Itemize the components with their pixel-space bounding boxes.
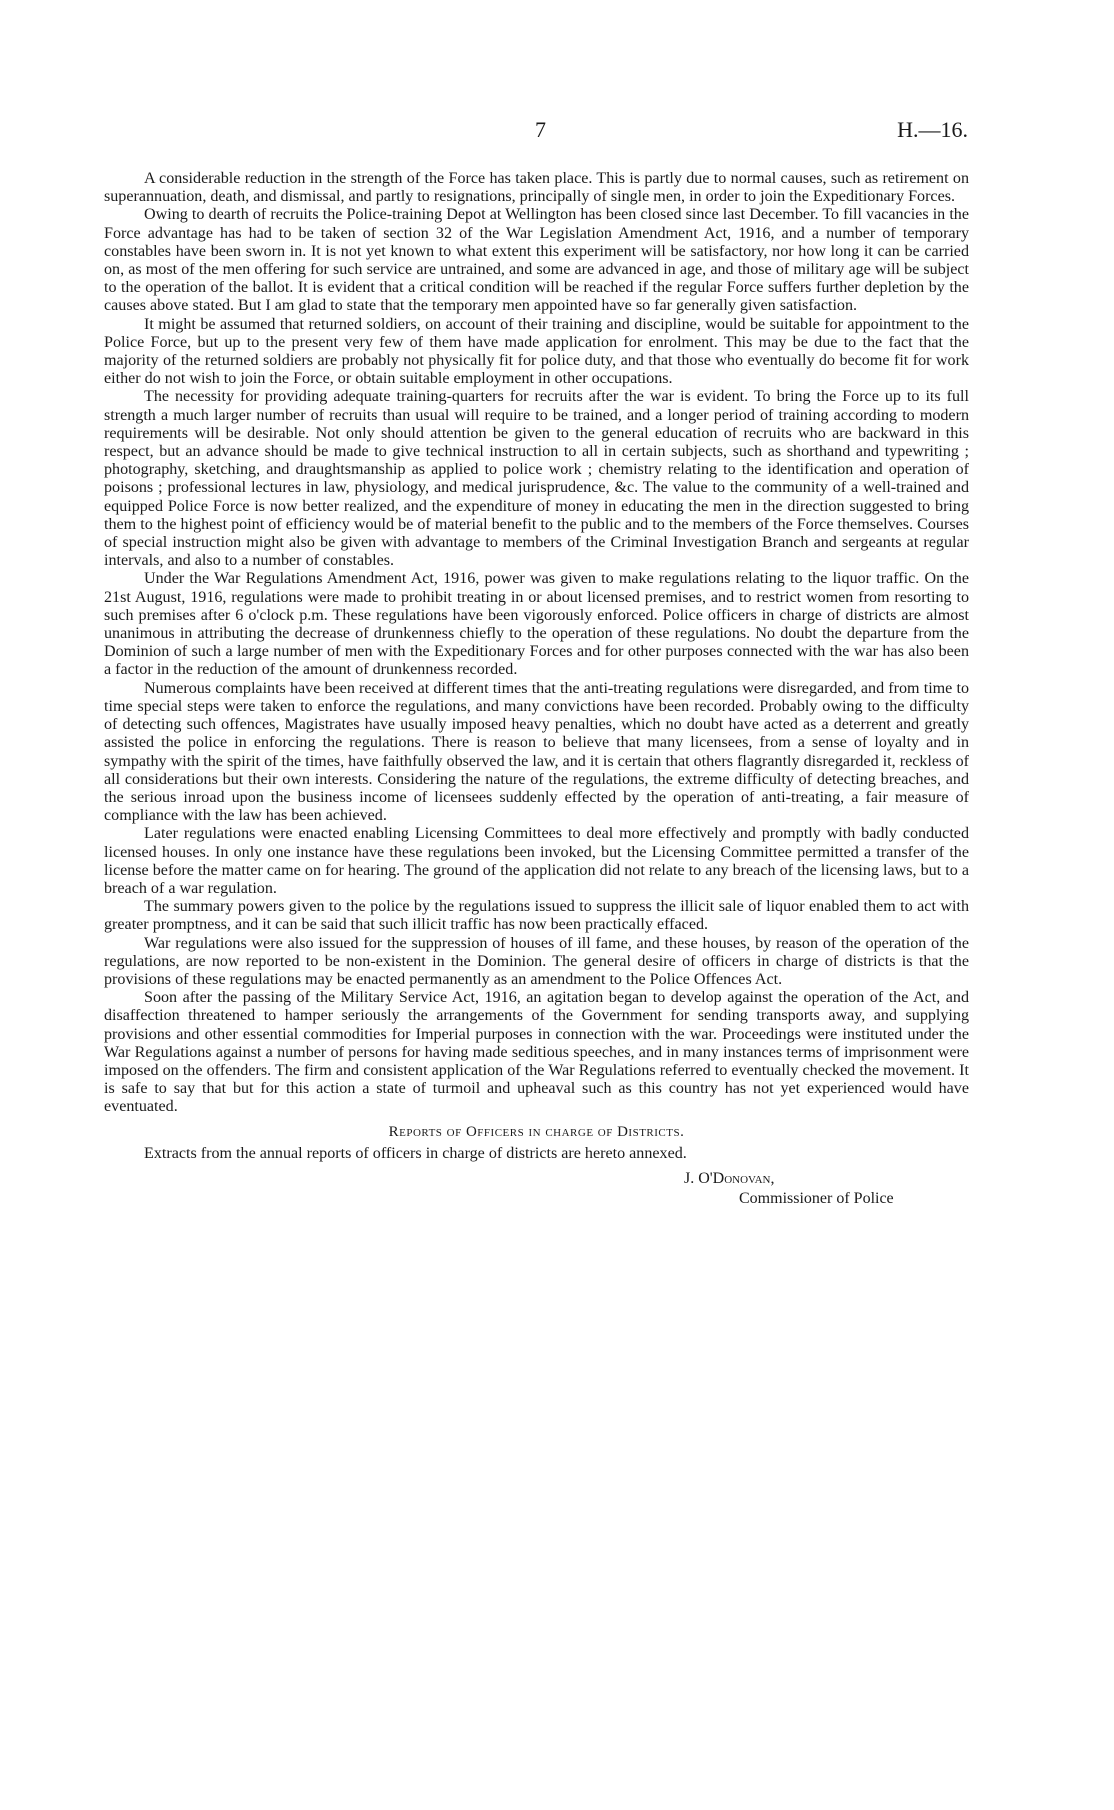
paragraph: Soon after the passing of the Military Service Act, 1916, an agitation began to develop against the operation of the Act, and disaffection threatened to hamper seriously the arrangements of the Government for sending transports away, and supplying provisions and other essential commodities for Imperial purposes in connection with the war. Proceedings were instituted under the War Regulations against a number of persons for having made seditious speeches, and in many instances terms of imprisonment were imposed on the offenders. The firm and consistent application of the War Regulations referred to eventually checked the movement. It is safe to say that but for this action a state of turmoil and upheaval such as this country has not yet experienced would have eventuated. [104,989,969,1116]
paragraph: The summary powers given to the police by the regulations issued to suppress the illicit sale of liquor enabled them to act with greater promptness, and it can be said that such illicit traffic has now been practically effaced. [104,898,969,934]
paragraph: Later regulations were enacted enabling Licensing Committees to deal more effectively and promptly with badly conducted licensed houses. In only one instance have these regulations been invoked, but the Licensing Committee permitted a transfer of the license before the matter came on for hearing. The ground of the application did not relate to any breach of the licensing laws, but to a breach of a war regulation. [104,825,969,897]
document-reference: H.—16. [897,117,968,142]
signatory-name: J. O'Donovan, [684,1169,775,1187]
signatory-title: Commissioner of Police [739,1189,894,1207]
paragraph: Numerous complaints have been received at different times that the anti-treating regulations were disregarded, and from time to time special steps were taken to enforce the regulations, and many convictions have been recorded. Probably owing to the difficulty of detecting such offences, Magistrates have usually imposed heavy penalties, which no doubt have acted as a deterrent and greatly assisted the police in enforcing the regulations. There is reason to believe that many licensees, from a sense of loyalty and in sympathy with the spirit of the times, have faithfully observed the law, and it is certain that others flagrantly disregarded it, reckless of all considerations but their own interests. Considering the nature of the regulations, the extreme difficulty of detecting breaches, and the serious inroad upon the business income of licensees suddenly effected by the operation of anti-treating, a fair measure of compliance with the law has been achieved. [104,679,969,825]
paragraph: War regulations were also issued for the suppression of houses of ill fame, and these houses, by reason of the operation of the regulations, are now reported to be non-existent in the Dominion. The general desire of officers in charge of districts is that the provisions of these regulations may be enacted permanently as an amendment to the Police Offences Act. [104,934,969,988]
paragraph: A considerable reduction in the strength of the Force has taken place. This is partly due to normal causes, such as retirement on superannuation, death, and dismissal, and partly to resignations, principally of single men, in order to join the Expeditionary Forces. [104,170,969,206]
page-number: 7 [535,117,546,142]
section-intro: Extracts from the annual reports of officers in charge of districts are hereto annexed. [144,1144,687,1162]
paragraph: Under the War Regulations Amendment Act, 1916, power was given to make regulations relating to the liquor traffic. On the 21st August, 1916, regulations were made to prohibit treating in or about licensed premises, and to restrict women from resorting to such premises after 6 o'clock p.m. These regulations have been vigorously enforced. Police officers in charge of districts are almost unanimous in attributing the decrease of drunkenness chiefly to the operation of these regulations. No doubt the departure from the Dominion of such a large number of men with the Expeditionary Forces and for other purposes connected with the war has also been a factor in the reduction of the amount of drunkenness recorded. [104,570,969,679]
paragraph: It might be assumed that returned soldiers, on account of their training and discipline, would be suitable for appointment to the Police Force, but up to the present very few of them have made application for enrolment. This may be due to the fact that the majority of the returned soldiers are probably not physically fit for police duty, and that those who eventually do become fit for work either do not wish to join the Force, or obtain suitable employment in other occupations. [104,315,969,388]
section-heading: Reports of Officers in charge of Districts. [388,1123,685,1140]
paragraph: The necessity for providing adequate training-quarters for recruits after the war is evident. To bring the Force up to its full strength a much larger number of recruits than usual will require to be trained, and a longer period of training according to modern requirements will be desirable. Not only should attention be given to the general education of recruits who are backward in this respect, but an advance should be made to give technical instruction to all in certain subjects, such as shorthand and typewriting ; photography, sketching, and draughtsmanship as applied to police work ; chemistry relating to the identification and operation of poisons ; professional lectures in law, physiology, and medical jurisprudence, &c. The value to the community of a well-trained and equipped Police Force is now better realized, and the expenditure of money in educating the men in the direction suggested to bring them to the highest point of efficiency would be of material benefit to the public and to the members of the Force themselves. Courses of special instruction might also be given with advantage to members of the Criminal Investigation Branch and sergeants at regular intervals, and also to a number of constables. [104,388,969,570]
signature-block [684,1169,969,1209]
paragraph: Owing to dearth of recruits the Police-training Depot at Wellington has been closed since last December. To fill vacancies in the Force advantage has had to be taken of section 32 of the War Legislation Amendment Act, 1916, and a number of temporary constables have been sworn in. It is not yet known to what extent this experiment will be satisfactory, nor how long it can be carried on, as most of the men offering for such service are untrained, and some are advanced in age, and those of military age will be subject to the operation of the ballot. It is evident that a critical condition will be reached if the regular Force suffers further depletion by the causes above stated. But I am glad to state that the temporary men appointed have so far generally given satisfaction. [104,206,969,315]
document-body [104,170,969,1209]
